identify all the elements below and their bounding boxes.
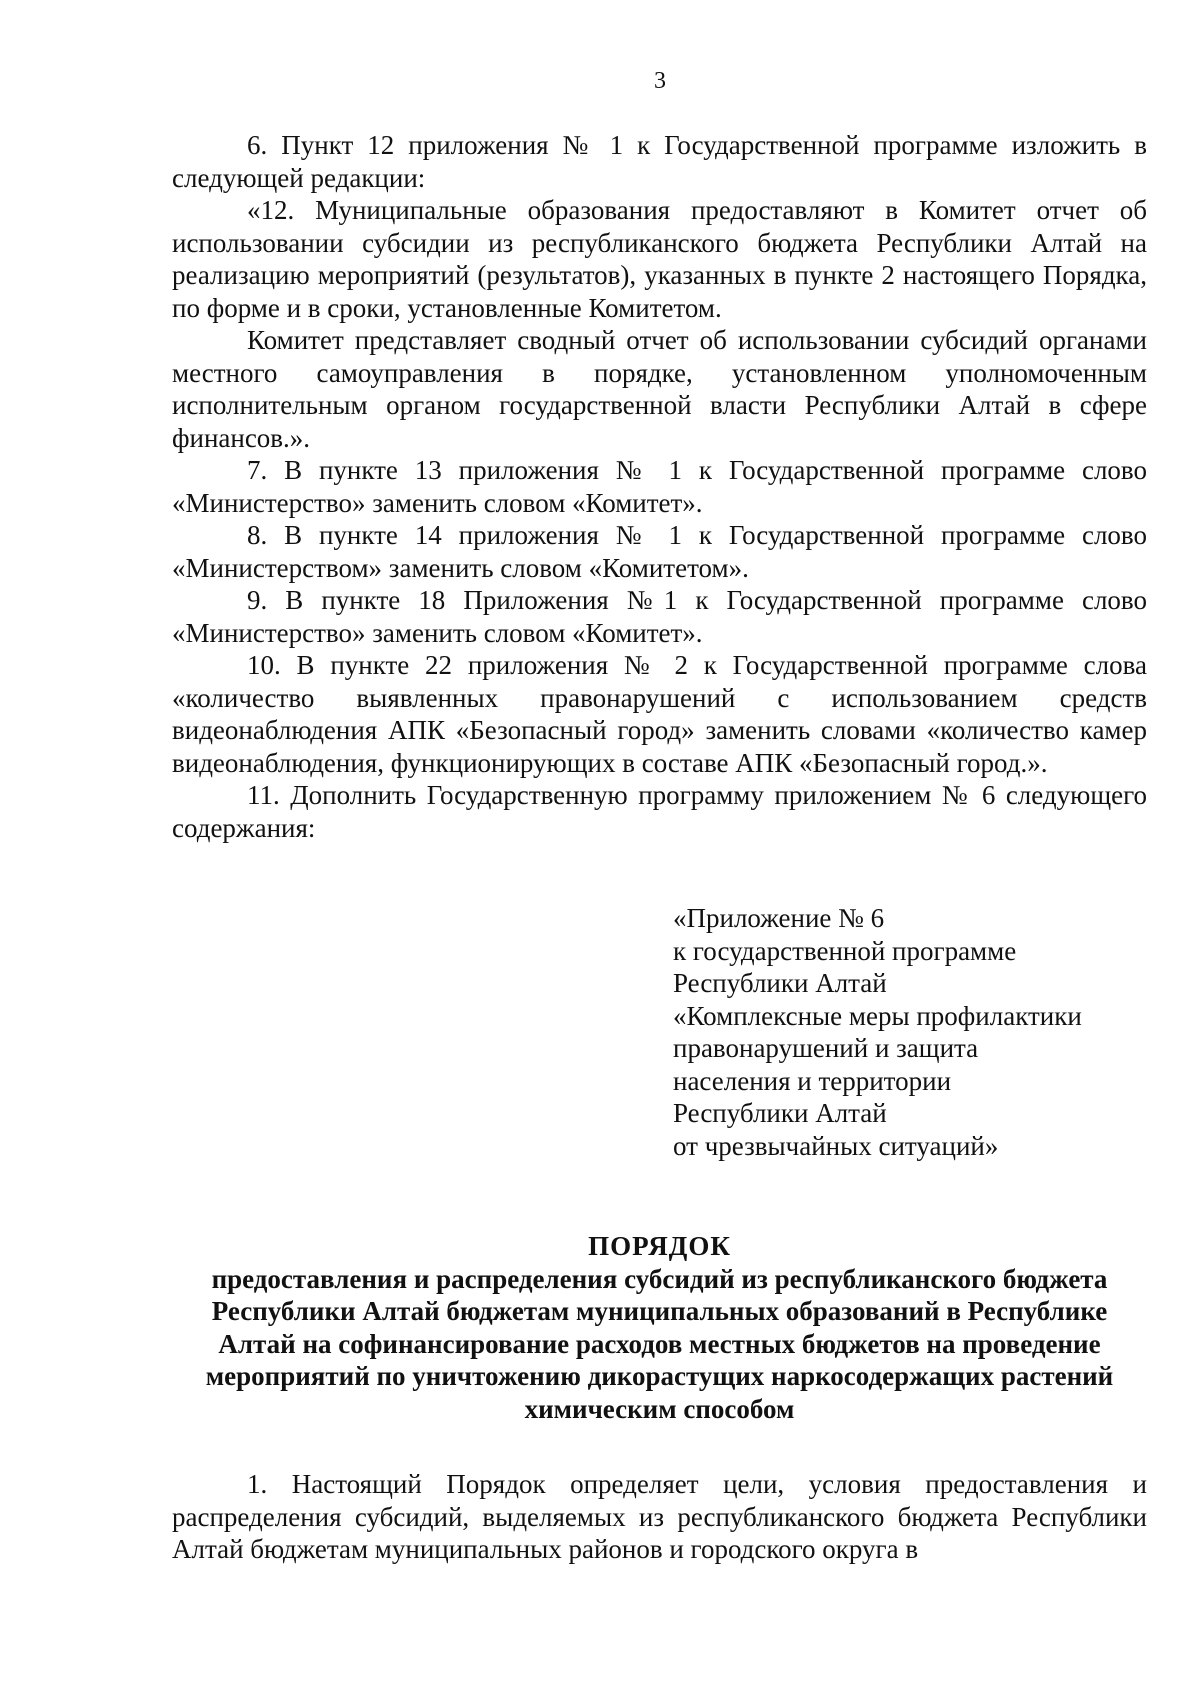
appendix-line: «Комплексные меры профилактики — [673, 1000, 1082, 1031]
appendix-line: к государственной программе — [673, 935, 1017, 966]
appendix-line: Республики Алтай — [673, 968, 887, 998]
appendix-line: от чрезвычайных ситуаций» — [673, 1130, 999, 1161]
procedure-title: ПОРЯДОК — [588, 1231, 731, 1261]
procedure-subtitle: предоставления и распределения субсидий из республиканского бюджета Республики Алтай бюджетам муниципальных образований в Республике Алтай на софинансирование расходов местных бюджетов на проведение мероприятий по уничтожению дикорастущих наркосодержащих растений химическим способом — [205, 1263, 1114, 1424]
paragraph-item-6: 6. Пункт 12 приложения № 1 к Государственной программе изложить в следующей редакции: — [172, 130, 1147, 193]
paragraph-item-8: 8. В пункте 14 приложения № 1 к Государственной программе слово «Министерством» заменить словом «Комитетом». — [172, 520, 1147, 583]
appendix-line: «Приложение № 6 — [673, 903, 885, 933]
paragraph-procedure-1: 1. Настоящий Порядок определяет цели, условия предоставления и распределения субсидий, выделяемых из республиканского бюджета Республики Алтай бюджетам муниципальных районов и городского округа в — [172, 1469, 1147, 1564]
appendix-line: населения и территории — [673, 1065, 952, 1096]
appendix-line: Республики Алтай — [673, 1098, 887, 1128]
paragraph-item-11: 11. Дополнить Государственную программу приложением № 6 следующего содержания: — [172, 780, 1147, 843]
paragraph-item-9: 9. В пункте 18 Приложения №1 к Государственной программе слово «Министерство» заменить словом «Комитет». — [172, 585, 1147, 648]
procedure-heading — [172, 1230, 1147, 1425]
paragraph-item-12-quote: «12. Муниципальные образования предоставляют в Комитет отчет об использовании субсидии из республиканского бюджета Республики Алтай на реализацию мероприятий (результатов), указанных в пункте 2 настоящего Порядка, по форме и в сроки, установленные Комитетом. — [172, 195, 1147, 323]
paragraph-item-10: 10. В пункте 22 приложения № 2 к Государственной программе слова «количество выявленных правонарушений с использованием средств видеонаблюдения АПК «Безопасный город» заменить словами «количество камер видеонаблюдения, функционирующих в составе АПК «Безопасный город.». — [172, 650, 1147, 778]
amendments-block — [172, 129, 1147, 844]
page-number: 3 — [654, 68, 666, 94]
appendix-line: правонарушений и защита — [673, 1033, 979, 1063]
paragraph-committee-report: Комитет представляет сводный отчет об использовании субсидий органами местного самоуправления в порядке, установленном уполномоченным исполнительным органом государственной власти Республики Алтай в сфере финансов.». — [172, 325, 1147, 453]
appendix-header — [673, 902, 1153, 1162]
procedure-body — [172, 1468, 1147, 1566]
paragraph-item-7: 7. В пункте 13 приложения № 1 к Государственной программе слово «Министерство» заменить словом «Комитет». — [172, 455, 1147, 518]
